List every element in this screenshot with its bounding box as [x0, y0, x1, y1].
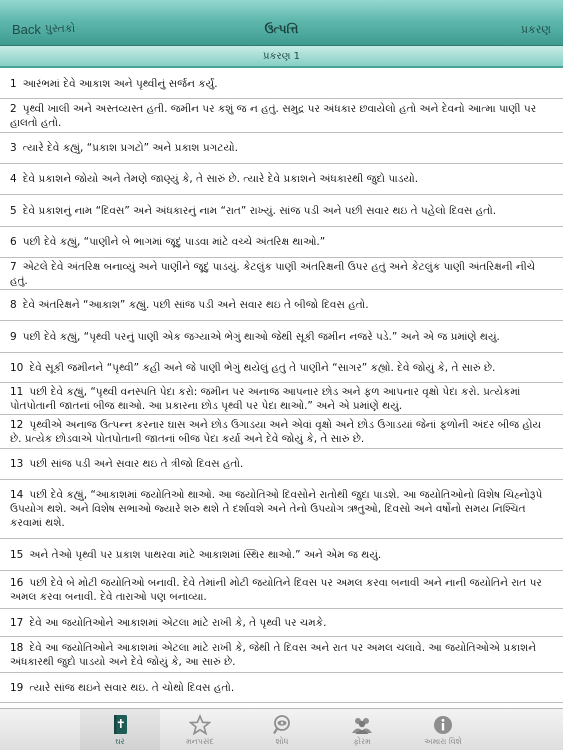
verse-number: 6 [10, 236, 17, 248]
verse-row[interactable] [0, 480, 563, 539]
verse-row[interactable] [0, 133, 563, 164]
verse-text: ત્યારે દેવે કહ્યું, “પ્રકાશ પ્રગટો” અને પ્રકાશ પ્રગટયો. [22, 142, 239, 154]
verse-text: પૃથ્વી ખાલી અને અસ્તવ્યસ્ત હતી. જમીન પર કશું જ ન હતું. સમુદ્ર પર અંધકાર છવાયેલો હતો અને દેવનો આત્મા પાણી પર હાલતો હતો. [10, 102, 537, 129]
tab-forum-label: ફોરમ [353, 737, 371, 746]
verse-row[interactable] [0, 383, 563, 415]
verse-number: 13 [10, 458, 24, 470]
verse-number: 17 [10, 616, 24, 629]
back-books-label: પુસ્તકો [44, 23, 76, 35]
chapter-title: પ્રકરણ 1 [263, 51, 300, 62]
verse-number: 3 [10, 142, 17, 154]
verse-number: 14 [10, 489, 24, 501]
info-icon [432, 714, 454, 736]
verse-text: દેવે પ્રકાશનું નામ “દિવસ” અને અંધકારનું નામ “રાત” રાખ્યું. સાંજ પડી અને પછી સવાર થઇ તે પહેલો દિવસ હતો. [22, 204, 497, 217]
verse-row[interactable] [0, 415, 563, 449]
verse-text: પૃથ્વીએ અનાજ ઉત્પન્ન કરનાર ઘાસ અને છોડ ઉગાડયા અને એવાં વૃક્ષો અને છોડ ઉગાડયાં જેનાં ફળોની અંદર બીજ હોય છે. પ્રત્યેક છોડવાએ પોતપોતાની જાતનાં બીજ પેદા કર્યા અને દેવે જોયું કે, તે સારું છે. [10, 418, 542, 445]
verse-row[interactable] [0, 195, 563, 227]
verse-number: 2 [10, 102, 17, 115]
verse-number: 16 [10, 576, 24, 589]
verse-number: 18 [10, 641, 24, 654]
chapters-button[interactable]: પ્રકરણ [520, 23, 551, 36]
bottom-tab-bar [0, 708, 563, 750]
verse-number: 7 [10, 260, 17, 273]
verse-text: પછી દેવે કહ્યું, “પાણીને બે ભાગમાં જૂદું પાડવા માંટે વચ્ચે અંતરિક્ષ થાઓ.” [22, 236, 326, 248]
verse-row[interactable] [0, 571, 563, 609]
verse-number: 9 [10, 330, 17, 343]
chapter-header-bar [0, 46, 563, 68]
verse-row[interactable] [0, 99, 563, 133]
verse-text: અને તેઓ પૃથ્વી પર પ્રકાશ પાથરવા માંટે આકાશમાં સ્થિર થાઓ.” અને એમ જ થયું. [29, 548, 382, 561]
verse-text: પછી સાંજ પડી અને સવાર થઇ તે ત્રીજો દિવસ હતો. [29, 458, 244, 470]
verse-row[interactable] [0, 70, 563, 99]
verse-number: 1 [10, 78, 17, 90]
tab-forum[interactable] [322, 709, 402, 750]
tab-favorites-label: મનપસંદ [186, 737, 214, 746]
verse-number: 4 [10, 173, 17, 185]
tab-home[interactable] [80, 709, 160, 750]
verse-text: દેવે અંતરિક્ષને “આકાશ” કહ્યું. પછી સાંજ પડી અને સવાર થઇ તે બીજો દિવસ હતો. [22, 299, 369, 311]
top-navigation-bar [0, 0, 563, 46]
verse-row[interactable] [0, 227, 563, 258]
tab-favorites[interactable] [160, 709, 240, 750]
verse-row[interactable] [0, 539, 563, 571]
back-label: Back [12, 22, 41, 37]
tab-search-label: શોધ [275, 737, 289, 746]
verse-text: પછી દેવે બે મોટી જયોતિઓ બનાવી. દેવે તેમાંની મોટી જયોતિને દિવસ પર અમલ કરવા બનાવી અને નાની જયોતિને રાત પર અમલ કરવા બનાવી. દેવે તારાઓ પણ બનાવ્યા. [10, 576, 542, 603]
tab-about[interactable] [403, 709, 483, 750]
tab-search[interactable] [242, 709, 322, 750]
verse-row[interactable] [0, 673, 563, 703]
verse-number: 12 [10, 418, 24, 431]
verse-row[interactable] [0, 609, 563, 637]
verse-row[interactable] [0, 164, 563, 195]
verse-row[interactable] [0, 353, 563, 383]
bible-book-icon [109, 714, 131, 736]
verse-text: આરંભમાં દેવે આકાશ અને પૃથ્વીનું સર્જન કર્યું. [22, 78, 218, 90]
star-icon [189, 714, 211, 736]
verse-row[interactable] [0, 637, 563, 673]
verse-text: ત્યારે સાંજ થઇને સવાર થઇ. તે ચોથો દિવસ હતો. [29, 681, 235, 694]
verse-number: 5 [10, 204, 17, 217]
verse-text: પછી દેવે કહ્યું, “આકાશમાં જયોતિઓ થાઓ. આ જયોતિઓ દિવસોને રાતોથી જુદા પાડશે. આ જયોતિઓનો વિશેષ ચિહ્નોરૂપે ઉપયોગ થશે. અને વિશેષ સભાઓ જ્યારે શરુ થશે તે દર્શાવશે અને તેનો ઉપયોગ ઋતુઓ, દિવસો અને વર્ષોનો સમય નિશ્ચિત કરવામાં થશે. [10, 489, 543, 529]
verse-text: દેવે પ્રકાશને જોયો અને તેમણે જાણ્યું કે, તે સારું છે. ત્યારે દેવે પ્રકાશને અંધકારથી જુદો પાડયો. [22, 173, 419, 185]
verse-number: 10 [10, 361, 24, 374]
verse-text: દેવે સૂકી જમીનને “પૃથ્વી” કહી અને જે પાણી ભેગું થયેલું હતું તે પાણીને “સાગર” કહ્યો. દેવે જોયું કે, તે સારું છે. [29, 361, 496, 374]
verse-number: 15 [10, 548, 24, 561]
verse-number: 8 [10, 299, 17, 311]
verse-row[interactable] [0, 290, 563, 321]
verse-text: પછી દેવે કહ્યું, “પૃથ્વી પરનું પાણી એક જગ્યાએ ભેગું થાઓ જેથી સૂકી જમીન નજરે પડે.” અને એ જ પ્રમાંણે થયું. [22, 330, 500, 343]
verse-row[interactable] [0, 258, 563, 290]
book-title: ઉત્પત્તિ [264, 22, 299, 36]
verse-number: 11 [10, 385, 24, 398]
verse-text: એટલે દેવે અંતરિક્ષ બનાવ્યું અને પાણીને જૂદું પાડયું. કેટલુંક પાણી અંતરિક્ષની ઉપર હતું અને કેટલુંક પાણી અંતરિક્ષની નીચે હતું. [10, 260, 536, 287]
verse-row[interactable] [0, 449, 563, 480]
verse-number: 19 [10, 681, 24, 694]
people-icon [351, 714, 373, 736]
tab-about-label: અમારા વિશે [424, 737, 462, 746]
search-eye-icon [271, 714, 293, 736]
verse-text: દેવે આ જયોતિઓને આકાશમાં એટલા માંટે રાખી કે, તે પૃથ્વી પર ચમકે. [29, 616, 327, 629]
verse-text: દેવે આ જયોતિઓને આકાશમાં એટલા માંટે રાખી કે, જેથી તે દિવસ અને રાત પર અમલ ચલાવે. આ જયોતિઓએ પ્રકાશને અંધકારથી જુદો પાડયો અને દેવે જોયું કે, આ સારું છે. [10, 641, 537, 668]
verse-row[interactable] [0, 321, 563, 353]
verse-list [0, 70, 563, 703]
verse-text: પછી દેવે કહ્યું, “પૃથ્વી વનસ્પતિ પેદા કરો: જમીન પર અનાજ આપનાર છોડ અને ફળ આપનાર વૃક્ષો પેદા કરો. પ્રત્યેકમાં પોતપોતાની જાતનાં બીજ થાઓ. આ પ્રકારના છોડ પૃથ્વી પર પેદા થાઓ.” અને એ પ્રમાંણે થયું. [10, 385, 521, 412]
tab-home-label: ઘર [115, 737, 125, 746]
